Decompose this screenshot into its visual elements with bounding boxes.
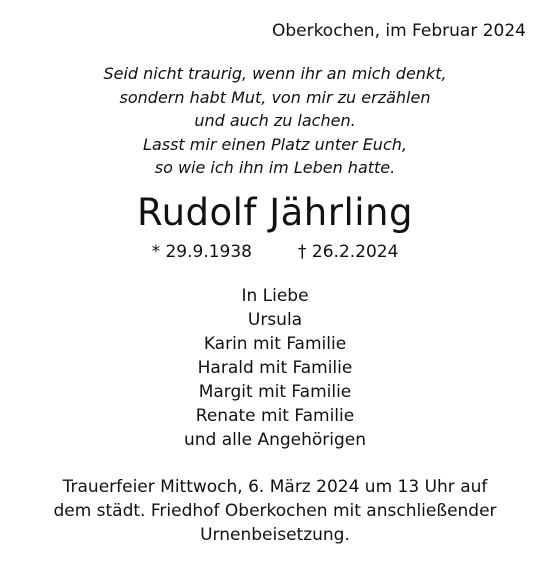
mourner-line: und alle Angehörigen <box>183 430 367 450</box>
poem-line: Seid nicht traurig, wenn ihr an mich denkt, <box>103 64 447 83</box>
funeral-line: dem städt. Friedhof Oberkochen mit anschließender <box>53 501 497 521</box>
birth-date: * 29.9.1938 <box>151 242 252 262</box>
life-dates <box>0 240 550 264</box>
funeral-info <box>0 475 550 547</box>
mourner-line: Ursula <box>247 310 303 330</box>
mourner-line: Renate mit Familie <box>195 406 355 426</box>
poem-line: Lasst mir einen Platz unter Euch, <box>143 134 407 154</box>
mourner-line: Harald mit Familie <box>197 358 353 378</box>
poem <box>0 62 550 180</box>
poem-line: so wie ich ihn im Leben hatte. <box>154 158 396 177</box>
poem-line: sondern habt Mut, von mir zu erzählen <box>119 87 431 107</box>
mourner-line: In Liebe <box>241 286 309 306</box>
deceased-name: Rudolf Jährling <box>137 191 413 234</box>
poem-line: und auch zu lachen. <box>194 111 356 130</box>
mourner-line: Karin mit Familie <box>203 334 347 354</box>
funeral-line: Trauerfeier Mittwoch, 6. März 2024 um 13 Uhr auf <box>62 477 488 497</box>
mourner-line: Margit mit Familie <box>198 382 352 402</box>
mourners-list <box>0 284 550 452</box>
funeral-line: Urnenbeisetzung. <box>200 525 350 545</box>
place-date: Oberkochen, im Februar 2024 <box>271 21 526 41</box>
death-date: † 26.2.2024 <box>298 242 399 262</box>
